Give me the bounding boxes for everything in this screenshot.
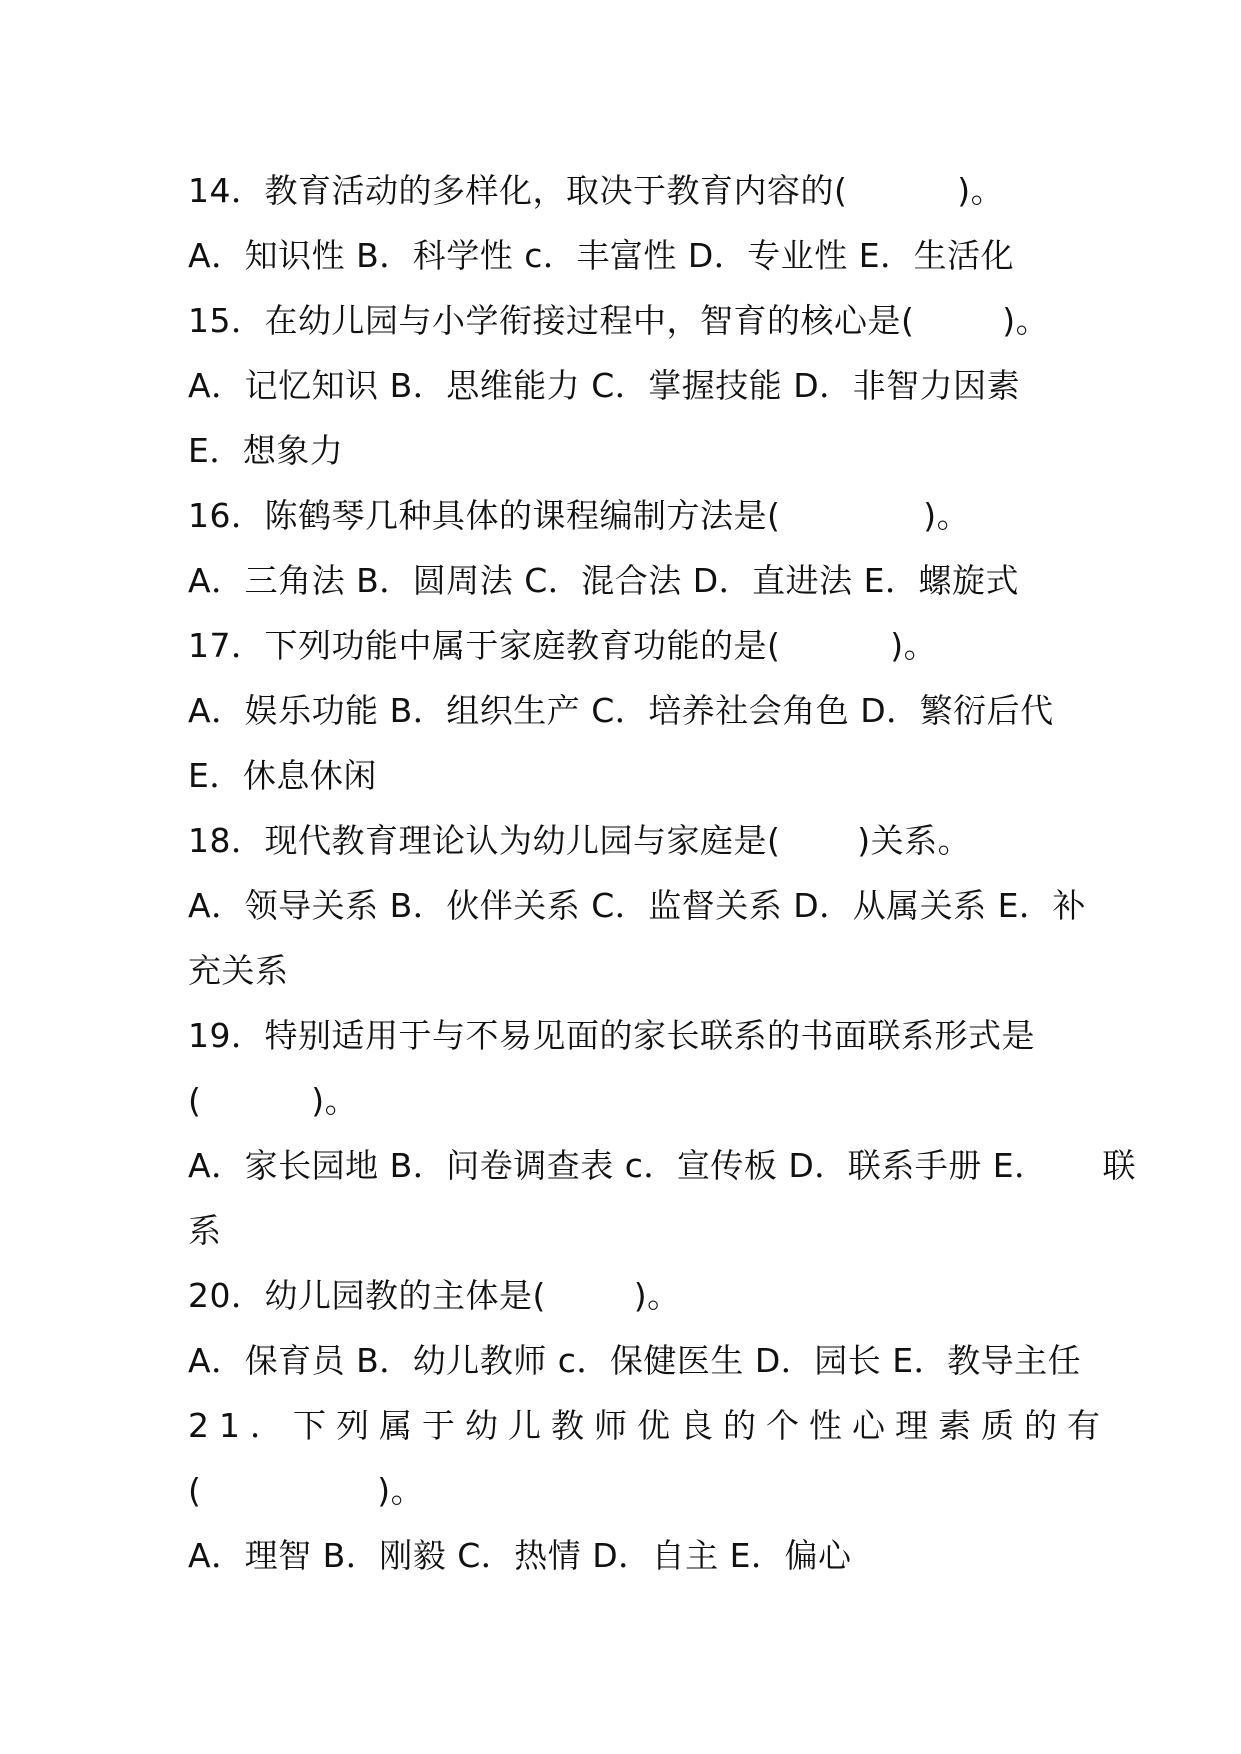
question-21-cont: ( )。 — [188, 1471, 425, 1510]
question-14: 14．教育活动的多样化，取决于教育内容的( )。 — [188, 171, 1005, 210]
question-16: 16．陈鹤琴几种具体的课程编制方法是( )。 — [188, 496, 971, 535]
question-17-options-cont: E．休息休闲 — [188, 756, 377, 795]
question-14-options: A．知识性 B．科学性 c．丰富性 D．专业性 E．生活化 — [188, 236, 1015, 275]
question-15: 15．在幼儿园与小学衔接过程中，智育的核心是( )。 — [188, 301, 1050, 340]
question-19-options: A．家长园地 B．问卷调查表 c．宣传板 D．联系手册 E． 联 — [188, 1146, 1137, 1185]
question-17: 17．下列功能中属于家庭教育功能的是( )。 — [188, 626, 938, 665]
question-20-options: A．保育员 B．幼儿教师 c．保健医生 D．园长 E．教导主任 — [188, 1341, 1082, 1380]
question-18: 18．现代教育理论认为幼儿园与家庭是( )关系。 — [188, 821, 972, 860]
question-17-options: A．娱乐功能 B．组织生产 C．培养社会角色 D．繁衍后代 — [188, 691, 1054, 730]
question-18-options-cont: 充关系 — [188, 951, 289, 990]
question-19: 19．特别适用于与不易见面的家长联系的书面联系形式是 — [188, 1016, 1035, 1055]
question-16-options: A．三角法 B．圆周法 C．混合法 D．直进法 E．螺旋式 — [188, 561, 1019, 600]
question-19-cont: ( )。 — [188, 1081, 359, 1120]
question-21-options: A．理智 B．刚毅 C．热情 D．自主 E．偏心 — [188, 1536, 852, 1575]
question-18-options: A．领导关系 B．伙伴关系 C．监督关系 D．从属关系 E．补 — [188, 886, 1086, 925]
question-20: 20．幼儿园教的主体是( )。 — [188, 1276, 681, 1315]
question-15-options-cont: E．想象力 — [188, 431, 344, 470]
question-list — [188, 158, 1137, 1588]
question-21: 21．下列属于幼儿教师优良的个性心理素质的有 — [188, 1406, 1110, 1445]
question-19-options-cont: 系 — [188, 1211, 222, 1250]
question-15-options: A．记忆知识 B．思维能力 C．掌握技能 D．非智力因素 — [188, 366, 1021, 405]
